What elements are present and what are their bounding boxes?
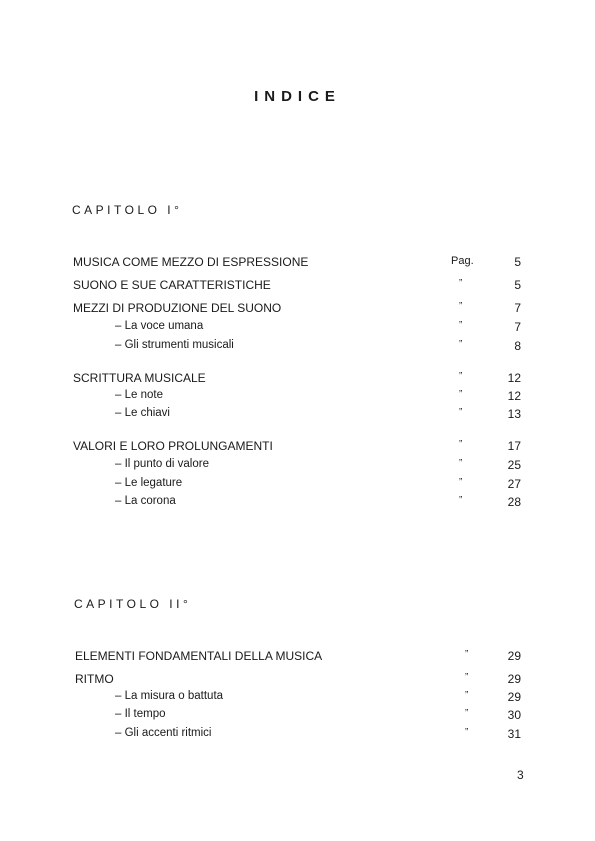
toc-page-number: 12 (507, 389, 521, 403)
toc-entry-label: SUONO E SUE CARATTERISTICHE (73, 278, 271, 292)
chapter-1-heading: CAPITOLO I° (72, 203, 183, 217)
ditto-mark: ” (465, 672, 469, 683)
ditto-mark: ” (459, 320, 463, 331)
ditto-mark: ” (459, 439, 463, 450)
toc-entry-label: – Il punto di valore (115, 458, 209, 470)
ditto-mark: ” (465, 649, 469, 660)
toc-entry-label: – Le legature (115, 477, 183, 489)
toc-entry (0, 649, 595, 667)
toc-page-number: 29 (507, 672, 521, 686)
chapter-2-heading: CAPITOLO II° (74, 597, 192, 611)
ditto-mark: ” (459, 389, 463, 400)
toc-entry-label: MEZZI DI PRODUZIONE DEL SUONO (73, 301, 282, 315)
toc-subentry (0, 339, 595, 357)
ditto-mark: ” (459, 278, 463, 289)
ditto-mark: ” (459, 458, 463, 469)
toc-entry (0, 255, 595, 273)
toc-entry-label: VALORI E LORO PROLUNGAMENTI (73, 439, 273, 453)
toc-subentry (0, 320, 595, 338)
toc-entry (0, 301, 595, 319)
toc-entry-label: – La voce umana (115, 320, 204, 332)
toc-entry (0, 439, 595, 457)
ditto-mark: ” (459, 339, 463, 350)
toc-subentry (0, 495, 595, 513)
toc-entry (0, 672, 595, 690)
toc-page-number: 29 (507, 690, 521, 704)
toc-entry-label: – Gli accenti ritmici (115, 727, 212, 739)
toc-entry-label: ELEMENTI FONDAMENTALI DELLA MUSICA (75, 649, 323, 663)
toc-subentry (0, 690, 595, 708)
ditto-mark: ” (459, 477, 463, 488)
toc-entry-label: – Le chiavi (115, 407, 170, 419)
toc-page-number: 29 (507, 649, 521, 663)
ditto-mark: ” (465, 708, 469, 719)
toc-page-marker: Pag. (451, 255, 474, 267)
toc-page-number: 8 (514, 339, 521, 353)
ditto-mark: ” (465, 727, 469, 738)
ditto-mark: ” (459, 371, 463, 382)
toc-page-number: 27 (507, 477, 521, 491)
toc-page-number: 12 (507, 371, 521, 385)
toc-entry-label: SCRITTURA MUSICALE (73, 371, 206, 385)
toc-page-number: 30 (507, 708, 521, 722)
toc-subentry (0, 407, 595, 425)
page-number: 3 (517, 768, 524, 782)
toc-entry-label: – La misura o battuta (115, 690, 224, 702)
toc-entry-label: – Il tempo (115, 708, 166, 720)
toc-subentry (0, 389, 595, 407)
toc-entry-label: RITMO (75, 672, 114, 686)
toc-entry (0, 278, 595, 296)
toc-subentry (0, 708, 595, 726)
toc-entry-label: – La corona (115, 495, 176, 507)
ditto-mark: ” (459, 301, 463, 312)
toc-page-number: 25 (507, 458, 521, 472)
page-title: INDICE (254, 88, 341, 105)
toc-page-number: 31 (507, 727, 521, 741)
toc-page-number: 5 (514, 278, 521, 292)
toc-page-number: 7 (514, 320, 521, 334)
toc-entry-label: – Le note (115, 389, 163, 401)
toc-subentry (0, 458, 595, 476)
toc-page-number: 5 (514, 255, 521, 269)
toc-entry-label: MUSICA COME MEZZO DI ESPRESSIONE (73, 255, 309, 269)
toc-entry-label: – Gli strumenti musicali (115, 339, 234, 351)
toc-subentry (0, 727, 595, 745)
toc-page-number: 7 (514, 301, 521, 315)
ditto-mark: ” (459, 407, 463, 418)
toc-entry (0, 371, 595, 389)
toc-page-number: 28 (507, 495, 521, 509)
toc-page-number: 17 (507, 439, 521, 453)
toc-page-number: 13 (507, 407, 521, 421)
toc-subentry (0, 477, 595, 495)
ditto-mark: ” (459, 495, 463, 506)
ditto-mark: ” (465, 690, 469, 701)
